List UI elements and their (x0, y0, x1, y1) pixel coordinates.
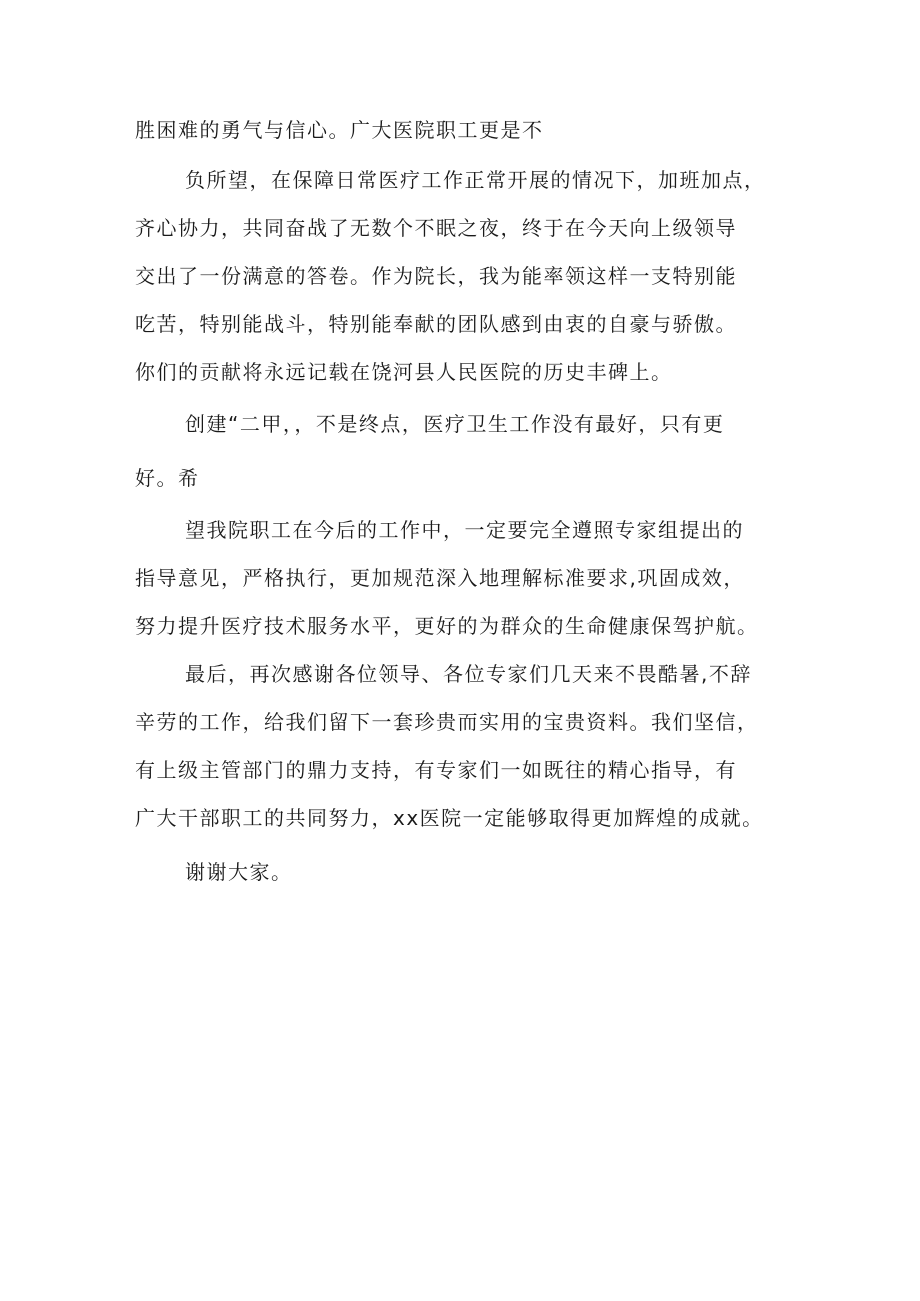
text-line: 吃苦，特别能战斗，特别能奉献的团队感到由衷的自豪与骄傲。 (135, 312, 737, 336)
text-line: 齐心协力，共同奋战了无数个不眠之夜，终于在今天向上级领导 (135, 216, 737, 240)
text-line: 望我院职工在今后的工作中，一定要完全遵照专家组提出的 (185, 518, 744, 542)
text-line: 胜困难的勇气与信心。广大医院职工更是不 (135, 118, 544, 142)
text-line: 最后，再次感谢各位领导、各位专家们几天来不畏酷暑,不辞 (185, 662, 752, 686)
text-line: 指导意见，严格执行，更加规范深入地理解标准要求,巩固成效， (135, 566, 745, 590)
text-line: 交出了一份满意的答卷。作为院长，我为能率领这样一支特别能 (135, 264, 737, 288)
text-line: 辛劳的工作，给我们留下一套珍贵而实用的宝贵资料。我们坚信， (135, 710, 759, 734)
text-line: 努力提升医疗技术服务水平，更好的为群众的生命健康保驾护航。 (135, 614, 759, 638)
text-line: 谢谢大家。 (185, 860, 293, 884)
text-line: 有上级主管部门的鼎力支持，有专家们一如既往的精心指导，有 (135, 758, 737, 782)
text-line: 广大干部职工的共同努力，xx医院一定能够取得更加辉煌的成就。 (135, 806, 764, 830)
text-line: 好。希 (135, 466, 200, 490)
text-line: 负所望，在保障日常医疗工作正常开展的情况下，加班加点， (185, 168, 766, 192)
text-line: 创建“二甲，，不是终点，医疗卫生工作没有最好，只有更 (185, 412, 725, 436)
text-line: 你们的贡献将永远记载在饶河县人民医院的历史丰碑上。 (135, 360, 673, 384)
